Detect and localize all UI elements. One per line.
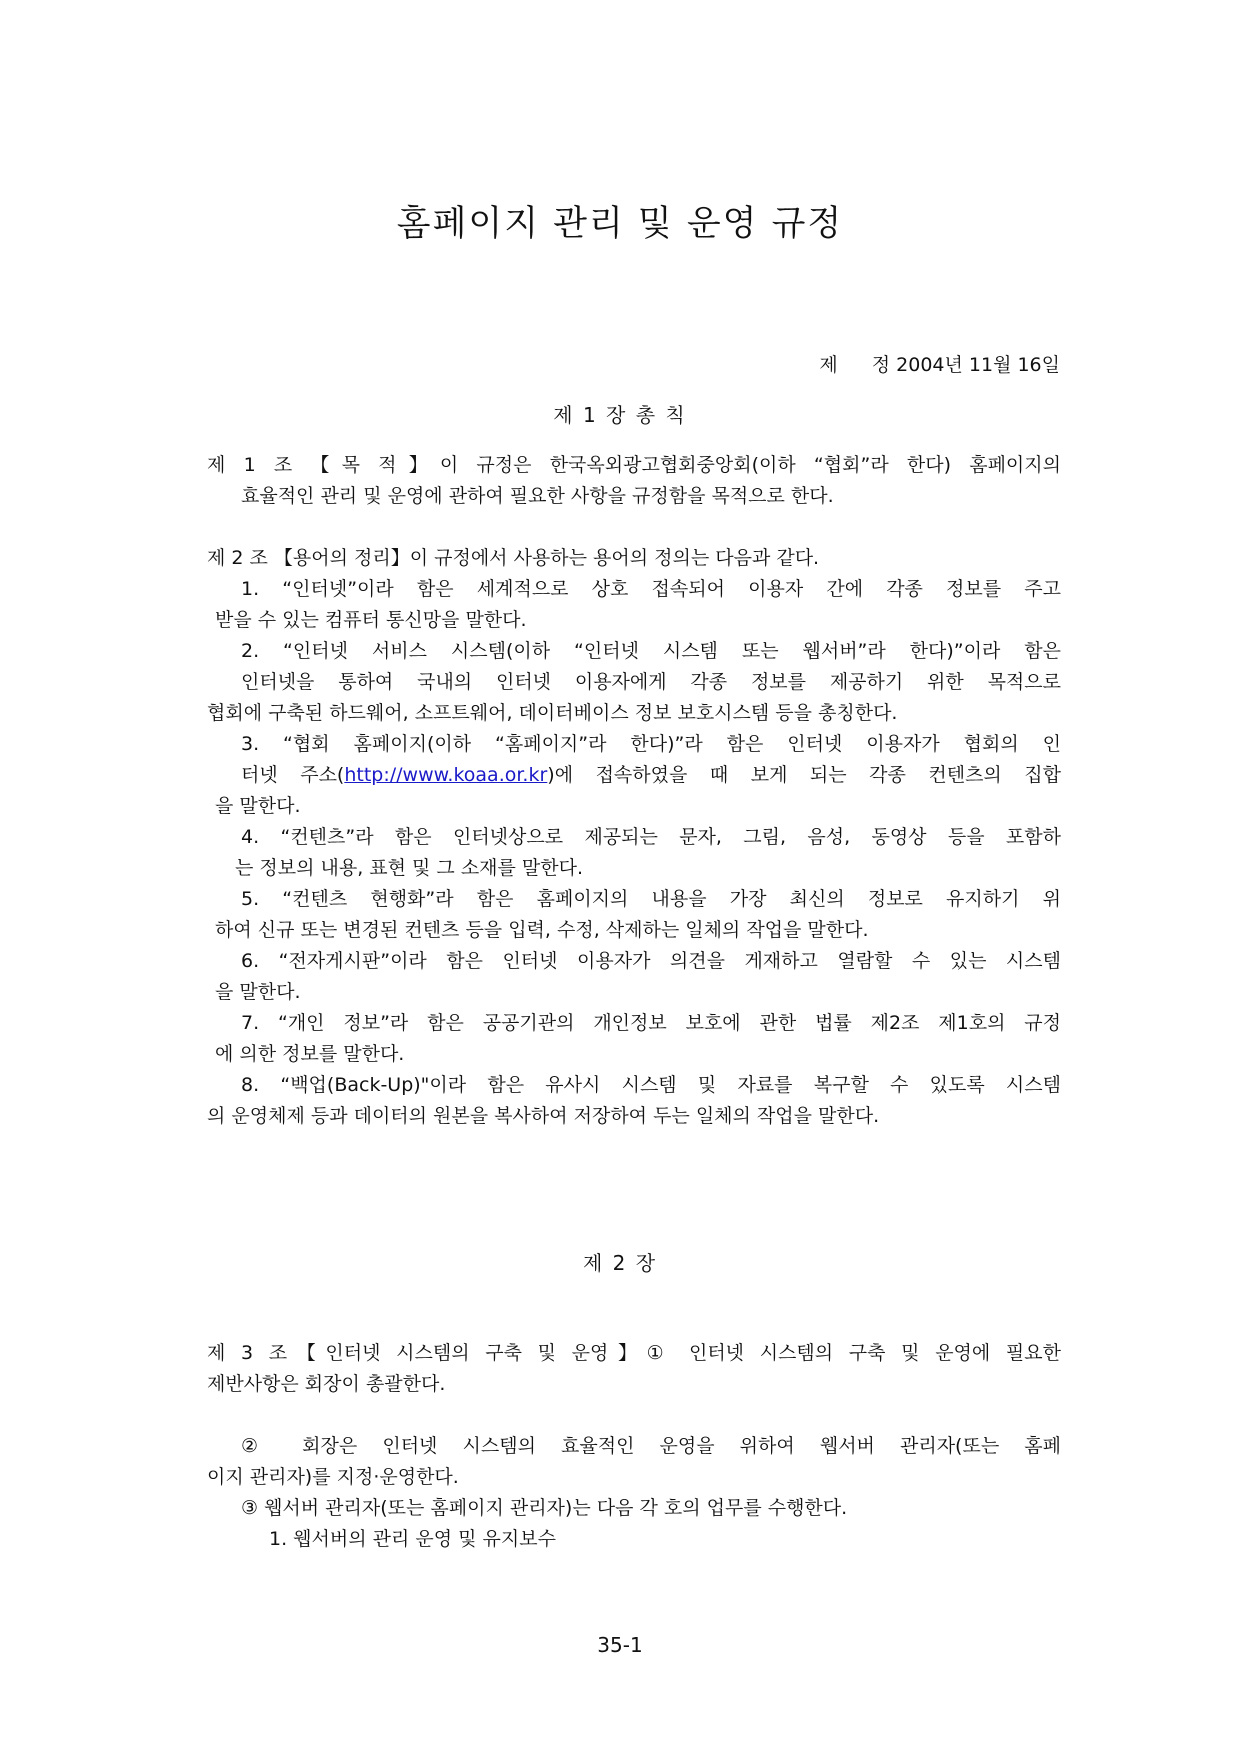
date-prefix: 제 (819, 354, 838, 376)
definition-1-line-2: 받을 수 있는 컴퓨터 통신망을 말한다. (215, 609, 527, 631)
article-3-para-2-line-1: ② 회장은 인터넷 시스템의 효율적인 운영을 위하여 웹서버 관리자(또는 홈페 (241, 1435, 1061, 1457)
definition-2-line-2: 인터넷을 통하여 국내의 인터넷 이용자에게 각종 정보를 제공하기 위한 목적으로 (241, 671, 1061, 693)
definition-3-text-pre: 터넷 주소( (241, 764, 345, 786)
definition-8-line-1: 8. “백업(Back-Up)"이라 함은 유사시 시스템 및 자료를 복구할 수 있도록 시스템 (241, 1074, 1061, 1096)
definition-3-line-1: 3. “협회 홈페이지(이하 “홈페이지”라 한다)”라 함은 인터넷 이용자가 협회의 인 (241, 733, 1061, 755)
definition-3-line-2 (207, 760, 1061, 791)
definition-4-line-2: 는 정보의 내용, 표현 및 그 소재를 말한다. (235, 857, 584, 879)
definition-8-line-2: 의 운영체제 등과 데이터의 원본을 복사하여 저장하여 두는 일체의 작업을 말한다. (207, 1105, 880, 1127)
article-1-line-2: 효율적인 관리 및 운영에 관하여 필요한 사항을 규정함을 목적으로 한다. (241, 485, 834, 507)
page-title: 홈페이지 관리 및 운영 규정 (396, 204, 844, 244)
definition-1-line-1: 1. “인터넷”이라 함은 세계적으로 상호 접속되어 이용자 간에 각종 정보를 주고 (241, 578, 1061, 600)
chapter-1-body (207, 450, 1061, 1132)
page-number: 35-1 (597, 1633, 643, 1657)
definition-3-text-post: )에 접속하였을 때 보게 되는 각종 컨텐츠의 집합 (547, 764, 1061, 786)
chapter-2-body (207, 1338, 1061, 1555)
definition-3-line-3: 을 말한다. (215, 795, 301, 817)
article-3-line-2: 제반사항은 회장이 총괄한다. (207, 1373, 446, 1395)
definition-4-line-1: 4. “컨텐츠”라 함은 인터넷상으로 제공되는 문자, 그림, 음성, 동영상 등을 포함하 (241, 826, 1061, 848)
definition-5-line-1: 5. “컨텐츠 현행화”라 함은 홈페이지의 내용을 가장 최신의 정보로 유지하기 위 (241, 888, 1061, 910)
article-1-line-1: 제 1 조 【목 적】이 규정은 한국옥외광고협회중앙회(이하 “협회”라 한다) 홈페이지의 (207, 454, 1061, 476)
date-text: 정 2004년 11월 16일 (871, 354, 1060, 376)
article-3-item-1: 1. 웹서버의 관리 운영 및 유지보수 (269, 1528, 556, 1550)
article-2-header: 제 2 조 【용어의 정리】이 규정에서 사용하는 용어의 정의는 다음과 같다. (207, 547, 820, 569)
definition-5-line-2: 하여 신규 또는 변경된 컨텐츠 등을 입력, 수정, 삭제하는 일체의 작업을 말한다. (215, 919, 869, 941)
enactment-date (819, 350, 1060, 377)
definition-7-line-2: 에 의한 정보를 말한다. (215, 1043, 405, 1065)
chapter-1-heading: 제 1 장 총 칙 (553, 403, 687, 427)
article-3-para-3: ③ 웹서버 관리자(또는 홈페이지 관리자)는 다음 각 호의 업무를 수행한다. (241, 1497, 848, 1519)
chapter-2-heading: 제 2 장 (582, 1251, 658, 1275)
definition-6-line-1: 6. “전자게시판”이라 함은 인터넷 이용자가 의견을 게재하고 열람할 수 있는 시스템 (241, 950, 1061, 972)
definition-6-line-2: 을 말한다. (215, 981, 301, 1003)
article-3-line-1: 제 3 조【인터넷 시스템의 구축 및 운영】① 인터넷 시스템의 구축 및 운영에 필요한 (207, 1342, 1061, 1364)
koaa-website-link[interactable]: http://www.koaa.or.kr (344, 764, 548, 786)
definition-7-line-1: 7. “개인 정보”라 함은 공공기관의 개인정보 보호에 관한 법률 제2조 제1호의 규정 (241, 1012, 1061, 1034)
definition-2-line-3: 협회에 구축된 하드웨어, 소프트웨어, 데이터베이스 정보 보호시스템 등을 총칭한다. (207, 702, 898, 724)
article-3-para-2-line-2: 이지 관리자)를 지정·운영한다. (207, 1466, 459, 1488)
definition-2-line-1: 2. “인터넷 서비스 시스템(이하 “인터넷 시스템 또는 웹서버”라 한다)”이라 함은 (241, 640, 1061, 662)
